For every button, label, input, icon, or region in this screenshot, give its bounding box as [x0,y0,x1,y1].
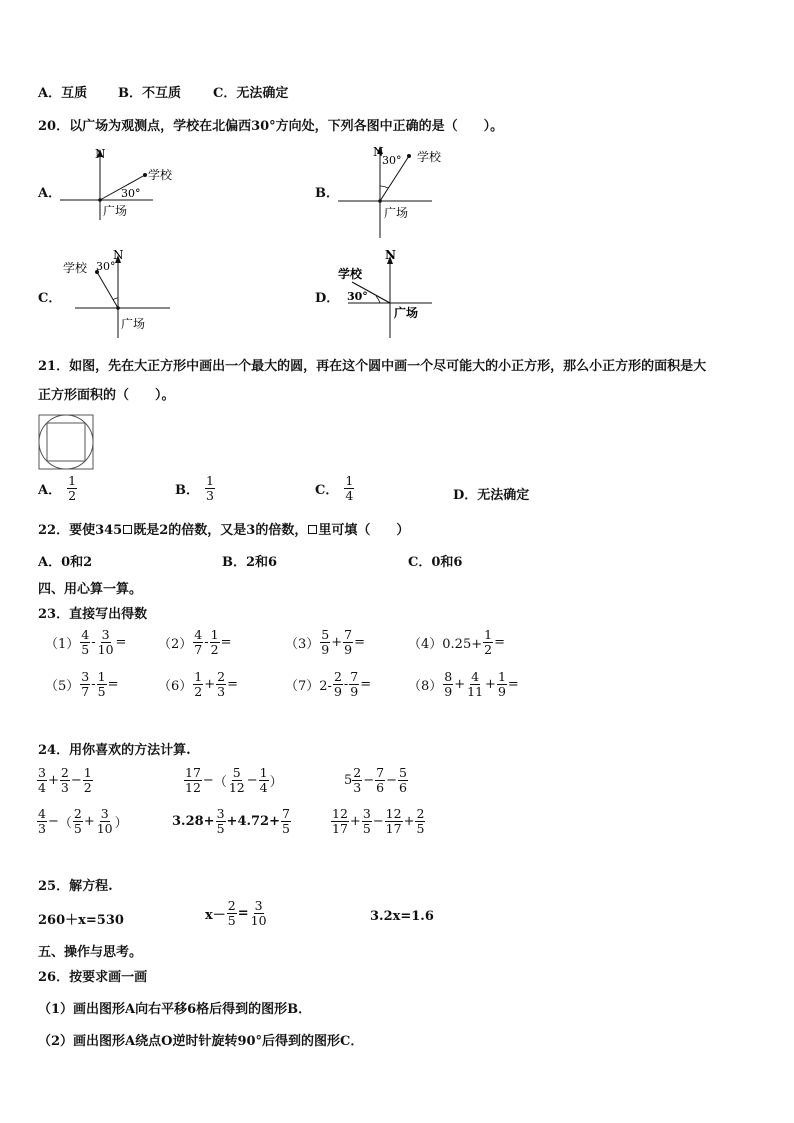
q20-d-north: N [385,248,396,262]
q20-label-d: D． [315,291,340,306]
section-5-heading: 五、操作与思考。 [38,945,143,960]
q19-option-a: A．互质 [38,86,88,101]
q21-option-d: D．无法确定 [453,488,530,503]
q20-diagram-d [335,245,455,340]
q19-option-c: C．无法确定 [213,86,289,101]
blank-box [123,525,132,534]
q20-a-north: N [95,147,106,161]
q26-title: 26．按要求画一画 [38,970,148,985]
q21-option-a: A． $\frac{1}{2}$ [38,473,77,503]
q22-option-a: A．0和2 [38,555,93,570]
q20-c-square: 广场 [121,317,146,331]
q20-diagram-a [55,140,185,225]
q20-stem: 20．以广场为观测点，学校在北偏西30°方向处，下列各图中正确的是（ ）。 [38,119,504,134]
q20-label-a: A． [38,186,62,201]
q23-problem-3: （3） $\frac{5}{9}$ + $\frac{7}{9}$ = [285,627,365,657]
q20-diagram-c [60,245,180,340]
q21-figure [38,414,94,470]
q24-expression-2: $\frac{17}{12}$ − （ $\frac{5}{12}$ − $\frac{1}{4}$ ） [185,765,283,795]
q20-d-angle: 30° [347,290,368,303]
q23-problem-1: （1） $\frac{4}{5}$ - $\frac{3}{10}$ = [45,627,127,657]
q21-option-b: B． $\frac{1}{3}$ [175,473,214,503]
q24-expression-1: $\frac{3}{4}$ + $\frac{2}{3}$ − $\frac{1}{2}$ [38,765,92,795]
q21-stem-line1: 21．如图，先在大正方形中画出一个最大的圆，再在这个圆中画一个尽可能大的小正方形，那么小正方形的面积是大 [38,359,707,374]
q21-stem-line2: 正方形面积的（ ）。 [38,388,175,403]
q20-c-school: 学校 [63,261,88,275]
q20-a-school: 学校 [148,168,173,182]
q24-expression-5: 3.28 + $\frac{3}{5}$ + 4.72 + $\frac{7}{5}$ [172,806,290,836]
q20-label-b: B． [315,186,339,201]
q22-option-b: B．2和6 [222,555,278,570]
q23-problem-8: （8） $\frac{8}{9}$ + $\frac{4}{11}$ + $\frac{1}{9}$ = [408,669,519,699]
q20-b-school: 学校 [417,150,442,164]
q24-expression-4: $\frac{4}{3}$ − （ $\frac{2}{5}$ + $\frac{3}{10}$ ） [38,806,128,836]
q20-d-square: 广场 [394,306,419,320]
q23-title: 23．直接写出得数 [38,607,148,622]
q23-problem-2: （2） $\frac{4}{7}$ - $\frac{1}{2}$ = [158,627,232,657]
q21-option-c: C． $\frac{1}{4}$ [315,473,354,503]
q20-b-angle: 30° [382,154,402,167]
blank-box [308,525,317,534]
q26-instruction-1: （1）画出图形A向右平移6格后得到的图形B． [38,1002,312,1017]
q25-equation-3: 3.2x=1.6 [370,909,434,924]
q20-label-c: C． [38,291,62,306]
q26-instruction-2: （2）画出图形A绕点O逆时针旋转90°后得到的图形C． [38,1034,364,1049]
q20-b-square: 广场 [384,206,409,220]
q20-c-north: N [113,248,124,262]
q20-d-school: 学校 [338,267,363,281]
q19-option-b: B．不互质 [118,86,181,101]
q20-b-north: N [373,145,384,159]
q20-diagram-b [335,140,465,240]
q23-problem-5: （5） $\frac{3}{7}$ - $\frac{1}{5}$ = [45,669,119,699]
q20-a-angle: 30° [121,187,141,200]
q23-problem-7: （7）2- $\frac{2}{9}$ - $\frac{7}{9}$ = [285,669,372,699]
q25-equation-1: 260＋x=530 [38,913,124,928]
q24-expression-3: 5 $\frac{2}{3}$ − $\frac{7}{6}$ − $\frac{5}{6}$ [344,765,407,795]
section-4-heading: 四、用心算一算。 [38,582,143,597]
q22-option-c: C．0和6 [408,555,463,570]
q25-title: 25．解方程. [38,879,113,894]
q23-problem-6: （6） $\frac{1}{2}$ + $\frac{2}{3}$ = [158,669,238,699]
q22-stem: 22．要使345 既是2的倍数，又是3的倍数， 里可填（ ） [38,523,410,538]
q20-a-square: 广场 [103,204,128,218]
q24-expression-6: $\frac{12}{17}$ + $\frac{3}{5}$ − $\frac{12}{17}$ + $\frac{2}{5}$ [332,806,425,836]
q25-equation-2: x－ $\frac{2}{5}$ = $\frac{3}{10}$ [205,898,267,928]
q23-problem-4: （4）0.25+ $\frac{1}{2}$ = [408,627,505,657]
q24-title: 24．用你喜欢的方法计算. [38,743,191,758]
q20-c-angle: 30° [96,260,116,273]
